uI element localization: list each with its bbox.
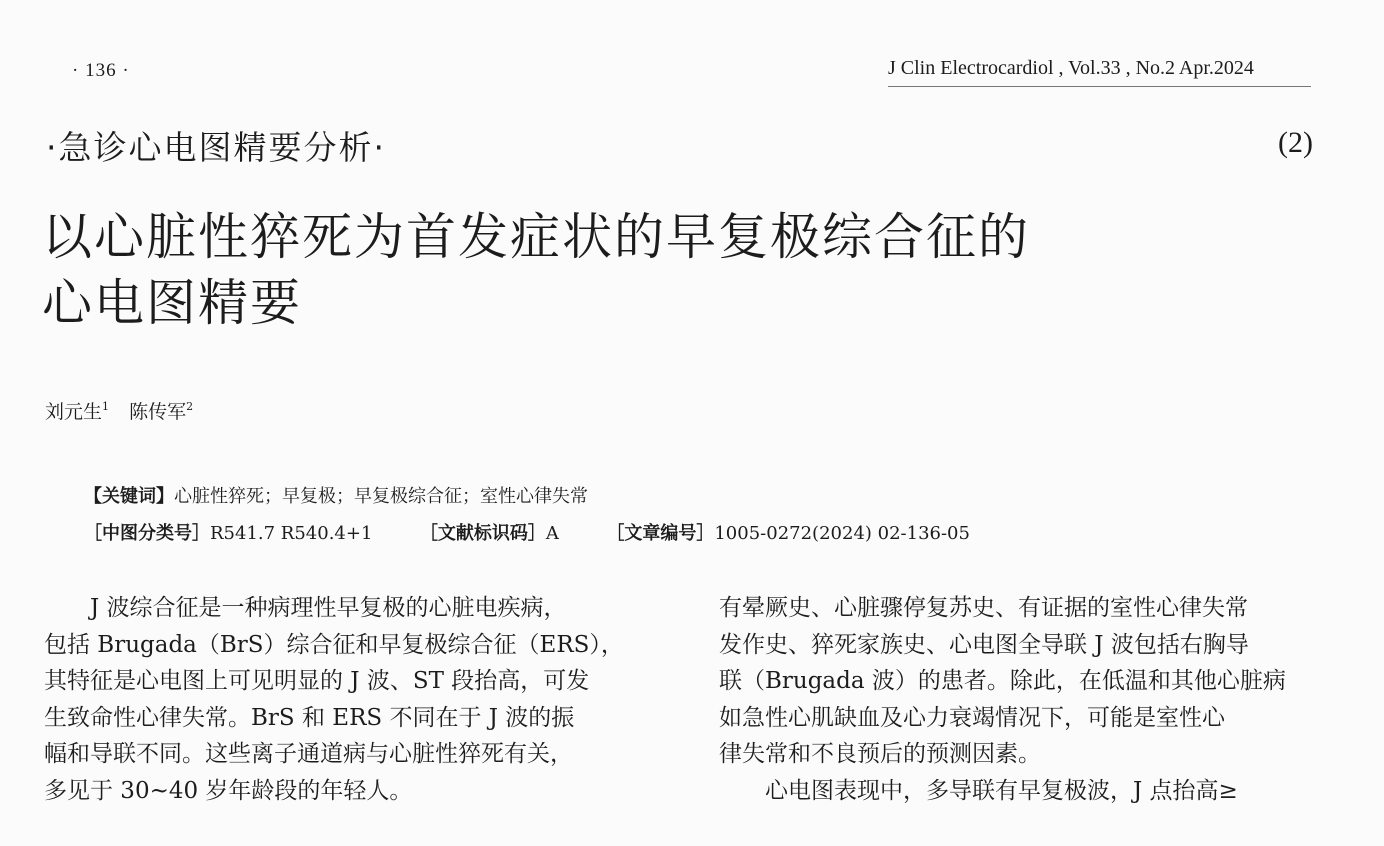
body-paragraph [719, 773, 1344, 810]
article-no-value: 1005-0272(2024) 02-136-05 [714, 523, 970, 544]
classification-row [84, 519, 970, 545]
body-line: 生致命性心律失常。BrS 和 ERS 不同在于 J 波的振 [44, 704, 575, 731]
body-line: 幅和导联不同。这些离子通道病与心脏性猝死有关， [44, 741, 573, 767]
body-line: 包括 Brugada（BrS）综合征和早复极综合征（ERS）， [44, 631, 624, 658]
author-name: 陈传军 [129, 401, 187, 423]
article-title-line-2: 心电图精要 [42, 274, 302, 332]
keywords-label: 【关键词】 [84, 486, 174, 507]
journal-header: J Clin Electrocardiol , Vol.33 , No.2 Apr.2024 [888, 57, 1311, 87]
body-line: 心电图表现中，多导联有早复极波，J 点抬高≥ [765, 777, 1238, 804]
keywords-row [84, 482, 588, 508]
doc-code-value: A [545, 523, 559, 544]
body-paragraph [44, 590, 669, 809]
clc-label: ［中图分类号］ [84, 523, 210, 544]
body-line: 有晕厥史、心脏骤停复苏史、有证据的室性心律失常 [719, 595, 1248, 621]
body-column-left [44, 590, 669, 809]
body-line: 发作史、猝死家族史、心电图全导联 J 波包括右胸导 [719, 631, 1249, 658]
article-no-label: ［文章编号］ [606, 523, 715, 544]
body-line: 其特征是心电图上可见明显的 J 波、ST 段抬高，可发 [44, 668, 590, 694]
author-affiliation: 2 [186, 400, 194, 413]
issue-number: (2) [1278, 126, 1313, 159]
body-line: 联（Brugada 波）的患者。除此，在低温和其他心脏病 [719, 668, 1286, 694]
clc-value: R541.7 R540.4+1 [210, 523, 373, 544]
column-title: ·急诊心电图精要分析· [46, 128, 386, 167]
author-affiliation: 1 [102, 400, 110, 413]
page-number: · 136 · [72, 60, 130, 81]
body-line: 多见于 30~40 岁年龄段的年轻人。 [44, 777, 413, 804]
doc-code-label: ［文献标识码］ [419, 523, 546, 544]
body-line: 律失常和不良预后的预测因素。 [719, 741, 1041, 767]
article-title-line-1: 以心脏性猝死为首发症状的早复极综合征的 [42, 208, 1030, 266]
author-name: 刘元生 [45, 401, 103, 423]
authors [45, 397, 207, 424]
keywords-value: 心脏性猝死；早复极；早复极综合征；室性心律失常 [174, 486, 588, 507]
body-line: J 波综合征是一种病理性早复极的心脏电疾病， [90, 595, 567, 621]
body-column-right [719, 590, 1344, 809]
article-title [42, 204, 1192, 336]
body-paragraph [719, 590, 1344, 773]
body-line: 如急性心肌缺血及心力衰竭情况下，可能是室性心 [719, 704, 1225, 731]
